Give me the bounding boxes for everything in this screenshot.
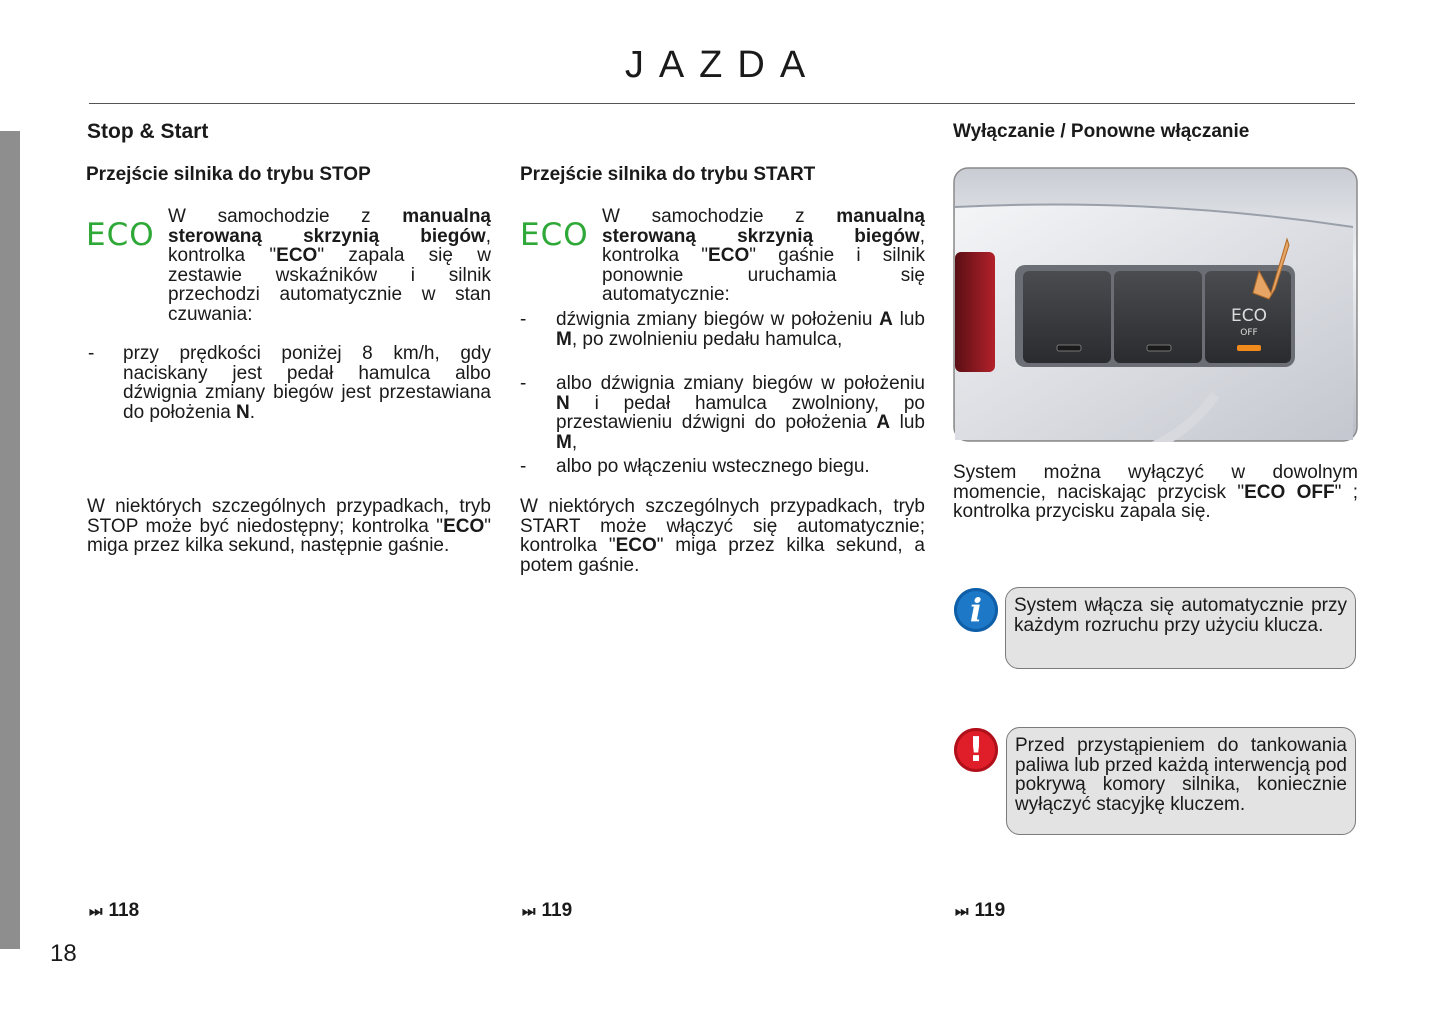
col2-heading: Przejście silnika do trybu START xyxy=(520,164,816,185)
col3-paragraph: System można wyłączyć w dowolnym momencie, naciskając przycisk "ECO OFF" ; kontrolka przycisku zapala się. xyxy=(953,462,1358,522)
warning-note xyxy=(1006,727,1356,835)
col1-note: W niektórych szczególnych przypadkach, tryb STOP może być niedostępny; kontrolka "ECO" miga przez kilka sekund, następnie gaśnie. xyxy=(87,496,491,556)
col2-intro: W samochodzie z manualną sterowaną skrzynią biegów, kontrolka "ECO" gaśnie i silnik ponownie uruchamia się automatycznie: xyxy=(602,206,925,305)
skip-forward-icon: ⏭ xyxy=(955,903,969,920)
skip-forward-icon: ⏭ xyxy=(522,903,536,920)
col1-intro: W samochodzie z manualną sterowaną skrzynią biegów, kontrolka "ECO" zapala się w zestawie wskaźników i silnik przechodzi automatycznie w stan czuwania: xyxy=(168,206,491,325)
col3-heading: Wyłączanie / Ponowne włączanie xyxy=(953,121,1250,142)
warning-icon: ! xyxy=(954,728,998,772)
page-reference[interactable]: ⏭ 119 xyxy=(955,900,1006,921)
bullet-dash: - xyxy=(88,343,95,364)
section-title: Stop & Start xyxy=(87,120,209,143)
col2-bullet-2: albo dźwignia zmiany biegów w położeniu N i pedał hamulca zwolniony, po przestawieniu dźwigni do położenia A lub M, xyxy=(556,373,925,453)
bullet-dash: - xyxy=(520,309,527,330)
bullet-dash: - xyxy=(520,373,527,394)
col1-bullet: przy prędkości poniżej 8 km/h, gdy naciskany jest pedał hamulca albo dźwignia zmiany biegów jest przestawiana do położenia N. xyxy=(123,343,491,423)
warning-note-text: Przed przystąpieniem do tankowania paliwa lub przed każdą interwencją pod pokrywą komory silnika, koniecznie wyłączyć stacyjkę kluczem. xyxy=(1015,735,1347,815)
header-divider xyxy=(89,103,1355,104)
col2-bullet-1: dźwignia zmiany biegów w położeniu A lub M, po zwolnieniu pedału hamulca, xyxy=(556,309,925,350)
page-reference[interactable]: ⏭ 118 xyxy=(89,900,140,921)
svg-text:ECO: ECO xyxy=(1231,306,1267,326)
eco-icon: ECO xyxy=(520,217,589,253)
col2-note: W niektórych szczególnych przypadkach, tryb START może włączyć się automatycznie; kontrolka "ECO" miga przez kilka sekund, a potem gaśnie. xyxy=(520,496,926,576)
skip-forward-icon: ⏭ xyxy=(89,903,103,920)
svg-text:OFF: OFF xyxy=(1240,328,1258,338)
col2-bullet-3: albo po włączeniu wstecznego biegu. xyxy=(556,456,870,477)
info-icon: i xyxy=(954,588,998,632)
info-note-text: System włącza się automatycznie przy każdym rozruchu przy użyciu klucza. xyxy=(1014,595,1347,636)
bullet-dash: - xyxy=(520,456,527,477)
chapter-title: JAZDA xyxy=(624,44,821,86)
eco-icon: ECO xyxy=(86,217,155,253)
info-note xyxy=(1005,587,1356,669)
page-reference[interactable]: ⏭ 119 xyxy=(522,900,573,921)
page-number: 18 xyxy=(50,940,77,967)
side-tab-bar xyxy=(0,131,20,949)
col1-heading: Przejście silnika do trybu STOP xyxy=(86,164,371,185)
eco-off-button-photo xyxy=(953,167,1358,442)
